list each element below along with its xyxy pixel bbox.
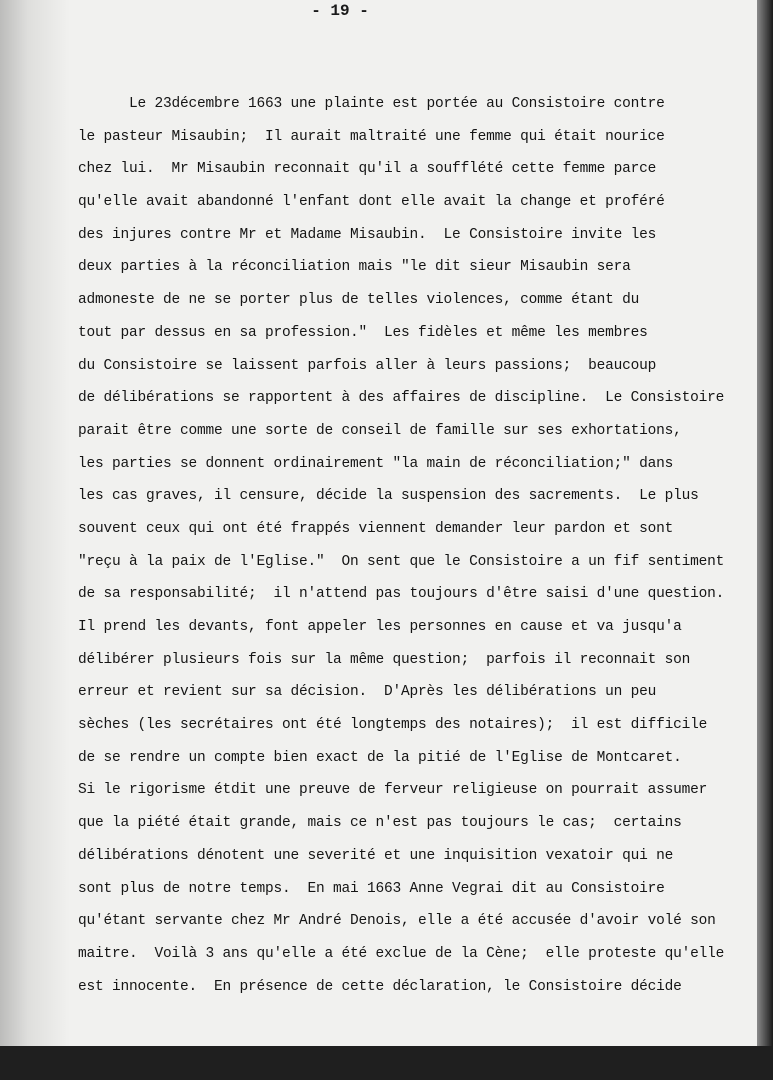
text-line: délibérer plusieurs fois sur la même question; parfois il reconnait son xyxy=(78,651,691,668)
body-text xyxy=(78,88,728,1003)
text-line: sont plus de notre temps. En mai 1663 Anne Vegrai dit au Consistoire xyxy=(78,880,665,897)
scan-background-strip xyxy=(0,1046,773,1080)
text-line: tout par dessus en sa profession." Les fidèles et même les membres xyxy=(78,324,648,341)
page-edge-shadow xyxy=(757,0,773,1080)
text-line: souvent ceux qui ont été frappés viennent demander leur pardon et sont xyxy=(78,520,674,537)
text-line: le pasteur Misaubin; Il aurait maltraité une femme qui était nourice xyxy=(78,128,665,145)
text-line: délibérations dénotent une severité et une inquisition vexatoir qui ne xyxy=(78,847,674,864)
text-line: Si le rigorisme étdit une preuve de ferveur religieuse on pourrait assumer xyxy=(78,782,708,799)
text-line: du Consistoire se laissent parfois aller à leurs passions; beaucoup xyxy=(78,357,657,374)
text-line: les cas graves, il censure, décide la suspension des sacrements. Le plus xyxy=(78,488,699,505)
text-line: maitre. Voilà 3 ans qu'elle a été exclue de la Cène; elle proteste qu'elle xyxy=(78,945,725,962)
text-line: deux parties à la réconciliation mais "le dit sieur Misaubin sera xyxy=(78,259,631,276)
text-line: admoneste de ne se porter plus de telles violences, comme étant du xyxy=(78,292,640,309)
text-line: de délibérations se rapportent à des affaires de discipline. Le Consistoire xyxy=(78,390,725,407)
text-line: de sa responsabilité; il n'attend pas toujours d'être saisi d'une question. xyxy=(78,586,725,603)
text-line: parait être comme une sorte de conseil de famille sur ses exhortations, xyxy=(78,422,682,439)
text-line: erreur et revient sur sa décision. D'Après les délibérations un peu xyxy=(78,684,657,701)
text-line: qu'elle avait abandonné l'enfant dont elle avait la change et proféré xyxy=(78,194,665,211)
text-line: qu'étant servante chez Mr André Denois, elle a été accusée d'avoir volé son xyxy=(78,913,716,930)
text-line: que la piété était grande, mais ce n'est pas toujours le cas; certains xyxy=(78,815,682,832)
text-line: de se rendre un compte bien exact de la pitié de l'Eglise de Montcaret. xyxy=(78,749,682,766)
text-line: les parties se donnent ordinairement "la main de réconciliation;" dans xyxy=(78,455,674,472)
text-line: Le 23décembre 1663 une plainte est portée au Consistoire contre xyxy=(78,96,665,112)
text-line: sèches (les secrétaires ont été longtemps des notaires); il est difficile xyxy=(78,717,708,734)
page-gutter-shadow xyxy=(0,0,70,1046)
text-line: "reçu à la paix de l'Eglise." On sent que le Consistoire a un fif sentiment xyxy=(78,553,725,570)
page-number: - 19 - xyxy=(311,2,369,20)
text-line: Il prend les devants, font appeler les personnes en cause et va jusqu'a xyxy=(78,619,682,635)
text-line: des injures contre Mr et Madame Misaubin. Le Consistoire invite les xyxy=(78,226,657,243)
text-line: chez lui. Mr Misaubin reconnait qu'il a soufflété cette femme parce xyxy=(78,161,657,178)
text-line: est innocente. En présence de cette déclaration, le Consistoire décide xyxy=(78,978,682,995)
